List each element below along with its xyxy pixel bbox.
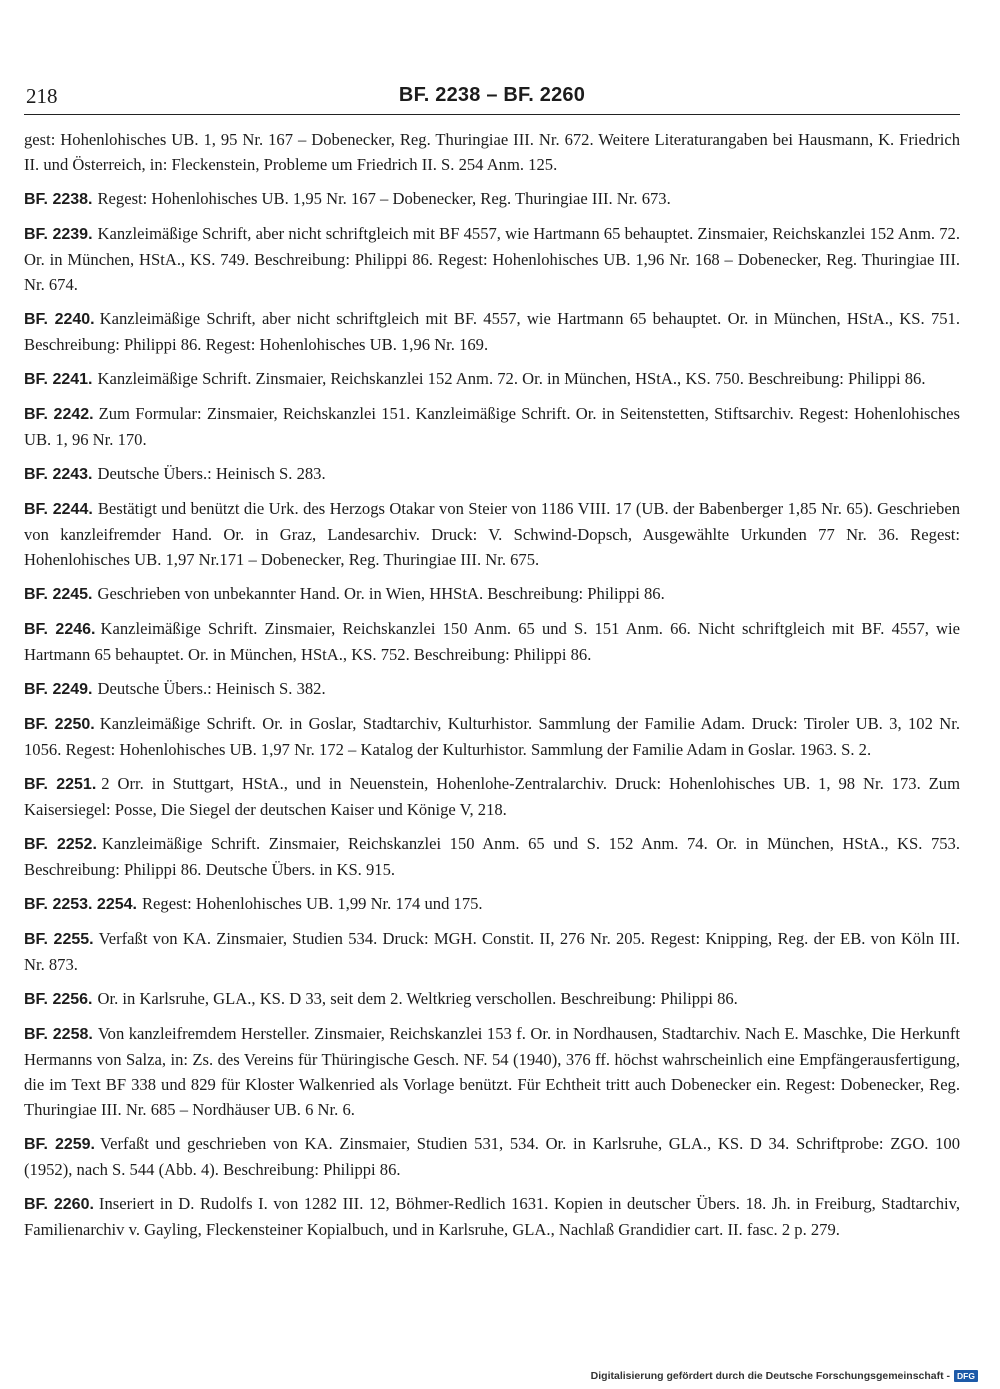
entry-paragraph	[24, 186, 960, 212]
entry-paragraph	[24, 1191, 960, 1242]
entry-paragraph	[24, 711, 960, 762]
entry-ref: BF. 2249.	[24, 681, 93, 698]
entry-ref: BF. 2240.	[24, 311, 95, 328]
entry-ref: BF. 2241.	[24, 371, 93, 388]
entry-paragraph	[24, 1131, 960, 1182]
entry-ref: BF. 2239.	[24, 226, 93, 243]
entry-ref: BF. 2238.	[24, 191, 93, 208]
entry-ref: BF. 2251.	[24, 776, 97, 793]
entry-text: Kanzleimäßige Schrift, aber nicht schriftgleich mit BF 4557, wie Hartmann 65 behauptet. Zinsmaier, Reichskanzlei 152 Anm. 72. Or. in München, HStA., KS. 749. Beschreibung: Philippi 86. Regest: Hohenlohisches UB. 1,96 Nr. 168 – Dobenecker, Reg. Thuringiae III. Nr. 674.	[24, 224, 960, 294]
entry-text: Verfaßt und geschrieben von KA. Zinsmaier, Studien 531, 534. Or. in Karlsruhe, GLA., KS. D 34. Schriftprobe: ZGO. 100 (1952), nach S. 544 (Abb. 4). Beschreibung: Philippi 86.	[24, 1134, 961, 1179]
entry-ref: BF. 2243.	[24, 466, 93, 483]
entry-paragraph	[24, 581, 960, 607]
entry-text: Regest: Hohenlohisches UB. 1,95 Nr. 167 – Dobenecker, Reg. Thuringiae III. Nr. 673.	[97, 189, 671, 208]
entry-paragraph	[24, 926, 960, 977]
entry-paragraph	[24, 461, 960, 487]
entry-text: Geschrieben von unbekannter Hand. Or. in Wien, HHStA. Beschreibung: Philippi 86.	[97, 584, 665, 603]
entry-ref: BF. 2252.	[24, 836, 97, 853]
entry-ref: BF. 2244.	[24, 501, 93, 518]
entry-ref: BF. 2253. 2254.	[24, 896, 137, 913]
page-header	[24, 80, 960, 115]
entry-text: 2 Orr. in Stuttgart, HStA., und in Neuenstein, Hohenlohe-Zentralarchiv. Druck: Hohenlohisches UB. 1, 98 Nr. 173. Zum Kaisersiegel: Posse, Die Siegel der deutschen Kaiser und Könige V, 218.	[24, 774, 960, 819]
entry-paragraph	[24, 127, 960, 177]
running-head: BF. 2238 – BF. 2260	[398, 84, 586, 106]
entry-text: Or. in Karlsruhe, GLA., KS. D 33, seit dem 2. Weltkrieg verschollen. Beschreibung: Philippi 86.	[97, 989, 738, 1008]
entry-paragraph	[24, 221, 960, 297]
entry-ref: BF. 2245.	[24, 586, 93, 603]
entry-paragraph	[24, 986, 960, 1012]
entry-paragraph	[24, 306, 960, 357]
entry-ref: BF. 2255.	[24, 931, 94, 948]
entry-paragraph	[24, 831, 960, 882]
entry-text: Zum Formular: Zinsmaier, Reichskanzlei 151. Kanzleimäßige Schrift. Or. in Seitenstetten, Stiftsarchiv. Regest: Hohenlohisches UB. 1, 96 Nr. 170.	[24, 404, 961, 449]
entries-body	[24, 127, 960, 1242]
entry-ref: BF. 2256.	[24, 991, 93, 1008]
footer	[591, 1370, 978, 1382]
entry-text: Regest: Hohenlohisches UB. 1,99 Nr. 174 und 175.	[141, 894, 483, 913]
entry-ref: BF. 2260.	[24, 1196, 94, 1213]
dfg-logo-icon: DFG	[954, 1370, 978, 1382]
page	[24, 80, 960, 1251]
entry-paragraph	[24, 616, 960, 667]
entry-ref: BF. 2246.	[24, 621, 96, 638]
entry-ref: BF. 2258.	[24, 1026, 93, 1043]
entry-text: Kanzleimäßige Schrift. Zinsmaier, Reichskanzlei 150 Anm. 65 und S. 151 Anm. 66. Nicht schriftgleich mit BF. 4557, wie Hartmann 65 behauptet. Or. in München, HStA., KS. 752. Beschreibung: Philippi 86.	[24, 619, 961, 664]
entry-text: Deutsche Übers.: Heinisch S. 283.	[97, 464, 326, 483]
entry-ref: BF. 2250.	[24, 716, 95, 733]
entry-paragraph	[24, 891, 960, 917]
entry-text: gest: Hohenlohisches UB. 1, 95 Nr. 167 – Dobenecker, Reg. Thuringiae III. Nr. 672. Weitere Literaturangaben bei Hausmann, K. Friedrich II. und Österreich, in: Fleckenstein, Probleme um Friedrich II. S. 254 Anm. 125.	[24, 130, 960, 174]
entry-text: Verfaßt von KA. Zinsmaier, Studien 534. Druck: MGH. Constit. II, 276 Nr. 205. Regest: Knipping, Reg. der EB. von Köln III. Nr. 873.	[24, 929, 961, 974]
entry-paragraph	[24, 496, 960, 572]
entry-text: Bestätigt und benützt die Urk. des Herzogs Otakar von Steier von 1186 VIII. 17 (UB. der Babenberger 1,85 Nr. 65). Geschrieben von kanzleifremder Hand. Or. in Graz, Landesarchiv. Druck: V. Schwind-Dopsch, Ausgewählte Urkunden 77 Nr. 36. Regest: Hohenlohisches UB. 1,97 Nr.171 – Dobenecker, Reg. Thuringiae III. Nr. 675.	[24, 499, 961, 569]
entry-text: Deutsche Übers.: Heinisch S. 382.	[97, 679, 326, 698]
entry-paragraph	[24, 1021, 960, 1122]
entry-text: Inseriert in D. Rudolfs I. von 1282 III. 12, Böhmer-Redlich 1631. Kopien in deutscher Übers. 18. Jh. in Freiburg, Stadtarchiv, Familienarchiv v. Gayling, Fleckensteiner Kopialbuch, und in Karlsruhe, GLA., Nachlaß Grandidier cart. II. fasc. 2 p. 279.	[24, 1194, 960, 1239]
page-number: 218	[26, 84, 58, 108]
entry-text: Von kanzleifremdem Hersteller. Zinsmaier, Reichskanzlei 153 f. Or. in Nordhausen, Stadtarchiv. Nach E. Maschke, Die Herkunft Hermanns von Salza, in: Zs. des Vereins für Thüringische Gesch. NF. 54 (1940), 376 ff. höchst wahrscheinlich eine Empfängerausfertigung, die im Text BF 338 und 829 für Kloster Walkenried als Vorlage benützt. Für Echtheit tritt auch Dobenecker ein. Regest: Dobenecker, Reg. Thuringiae III. Nr. 685 – Nordhäuser UB. 6 Nr. 6.	[24, 1024, 960, 1119]
entry-paragraph	[24, 401, 960, 452]
footer-text: Digitalisierung gefördert durch die Deutsche Forschungsgemeinschaft -	[590, 1370, 951, 1382]
entry-text: Kanzleimäßige Schrift, aber nicht schriftgleich mit BF. 4557, wie Hartmann 65 behauptet. Or. in München, HStA., KS. 751. Beschreibung: Philippi 86. Regest: Hohenlohisches UB. 1,96 Nr. 169.	[24, 309, 960, 354]
entry-ref: BF. 2242.	[24, 406, 94, 423]
entry-paragraph	[24, 366, 960, 392]
entry-ref: BF. 2259.	[24, 1136, 96, 1153]
entry-paragraph	[24, 676, 960, 702]
entry-text: Kanzleimäßige Schrift. Or. in Goslar, Stadtarchiv, Kulturhistor. Sammlung der Familie Adam. Druck: Tiroler UB. 3, 102 Nr. 1056. Regest: Hohenlohisches UB. 1,97 Nr. 172 – Katalog der Kulturhistor. Sammlung der Familie Adam in Goslar. 1963. S. 2.	[24, 714, 960, 759]
entry-paragraph	[24, 771, 960, 822]
entry-text: Kanzleimäßige Schrift. Zinsmaier, Reichskanzlei 152 Anm. 72. Or. in München, HStA., KS. 750. Beschreibung: Philippi 86.	[97, 369, 926, 388]
entry-text: Kanzleimäßige Schrift. Zinsmaier, Reichskanzlei 150 Anm. 65 und S. 152 Anm. 74. Or. in München, HStA., KS. 753. Beschreibung: Philippi 86. Deutsche Übers. in KS. 915.	[24, 834, 960, 879]
